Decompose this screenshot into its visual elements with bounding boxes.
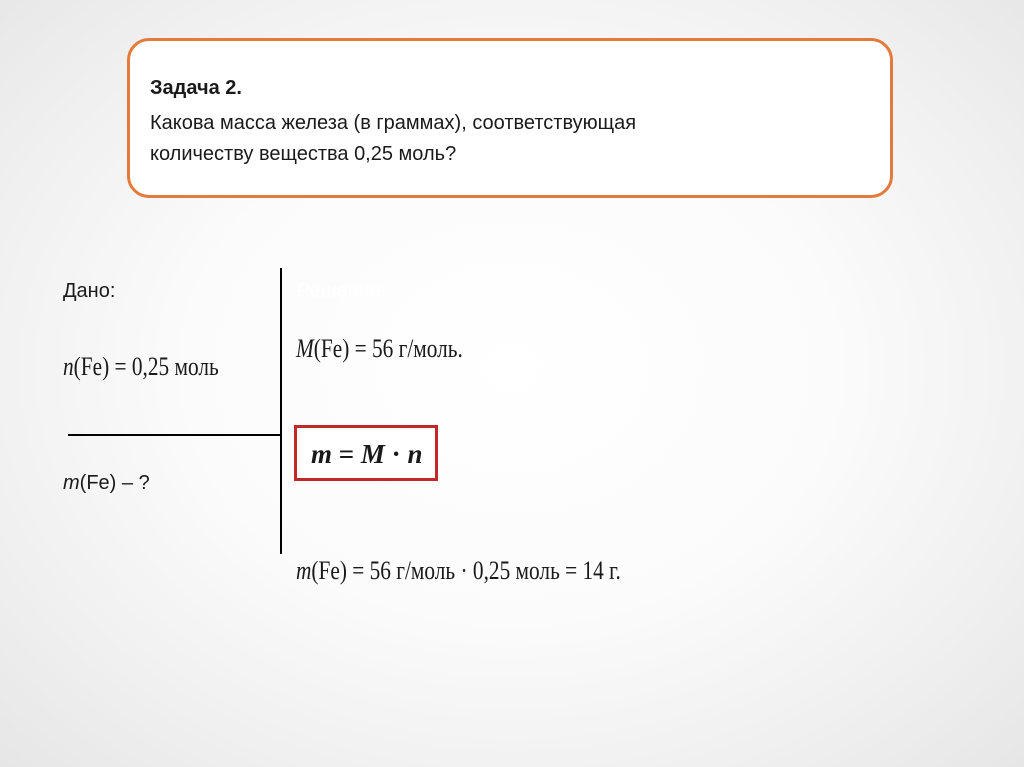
final-variable: m bbox=[296, 556, 312, 585]
molar-mass-variable: M bbox=[296, 334, 314, 363]
main-formula-m: m bbox=[311, 439, 333, 469]
main-formula bbox=[311, 439, 422, 470]
final-calculation bbox=[296, 556, 621, 586]
task-title: Задача 2. bbox=[150, 77, 242, 99]
solution-label: Решение: bbox=[297, 280, 387, 302]
given-label: Дано: bbox=[63, 280, 116, 302]
given-formula-rest: (Fe) = 0,25 моль bbox=[73, 352, 219, 381]
final-rest: (Fe) = 56 г/моль · 0,25 моль = 14 г. bbox=[311, 556, 621, 585]
main-formula-dot: · bbox=[384, 439, 408, 469]
molar-mass-rest: (Fe) = 56 г/моль. bbox=[313, 334, 463, 363]
given-formula bbox=[63, 352, 219, 382]
main-formula-box bbox=[294, 425, 438, 481]
main-formula-M: M bbox=[360, 439, 385, 469]
task-box bbox=[127, 38, 893, 198]
find-rest: (Fe) – ? bbox=[79, 472, 150, 494]
given-formula-variable: n bbox=[63, 352, 74, 381]
horizontal-divider bbox=[68, 434, 281, 436]
task-text-line-2: количеству вещества 0,25 моль? bbox=[150, 143, 457, 165]
main-formula-n: n bbox=[407, 439, 423, 469]
find-expression bbox=[63, 472, 150, 495]
vertical-divider bbox=[280, 268, 282, 554]
task-text-line-1: Какова масса железа (в граммах), соответствующая bbox=[150, 112, 637, 134]
find-variable: m bbox=[63, 472, 80, 494]
task-text bbox=[150, 108, 850, 170]
molar-mass-formula bbox=[296, 334, 463, 364]
main-formula-equals: = bbox=[332, 439, 361, 469]
